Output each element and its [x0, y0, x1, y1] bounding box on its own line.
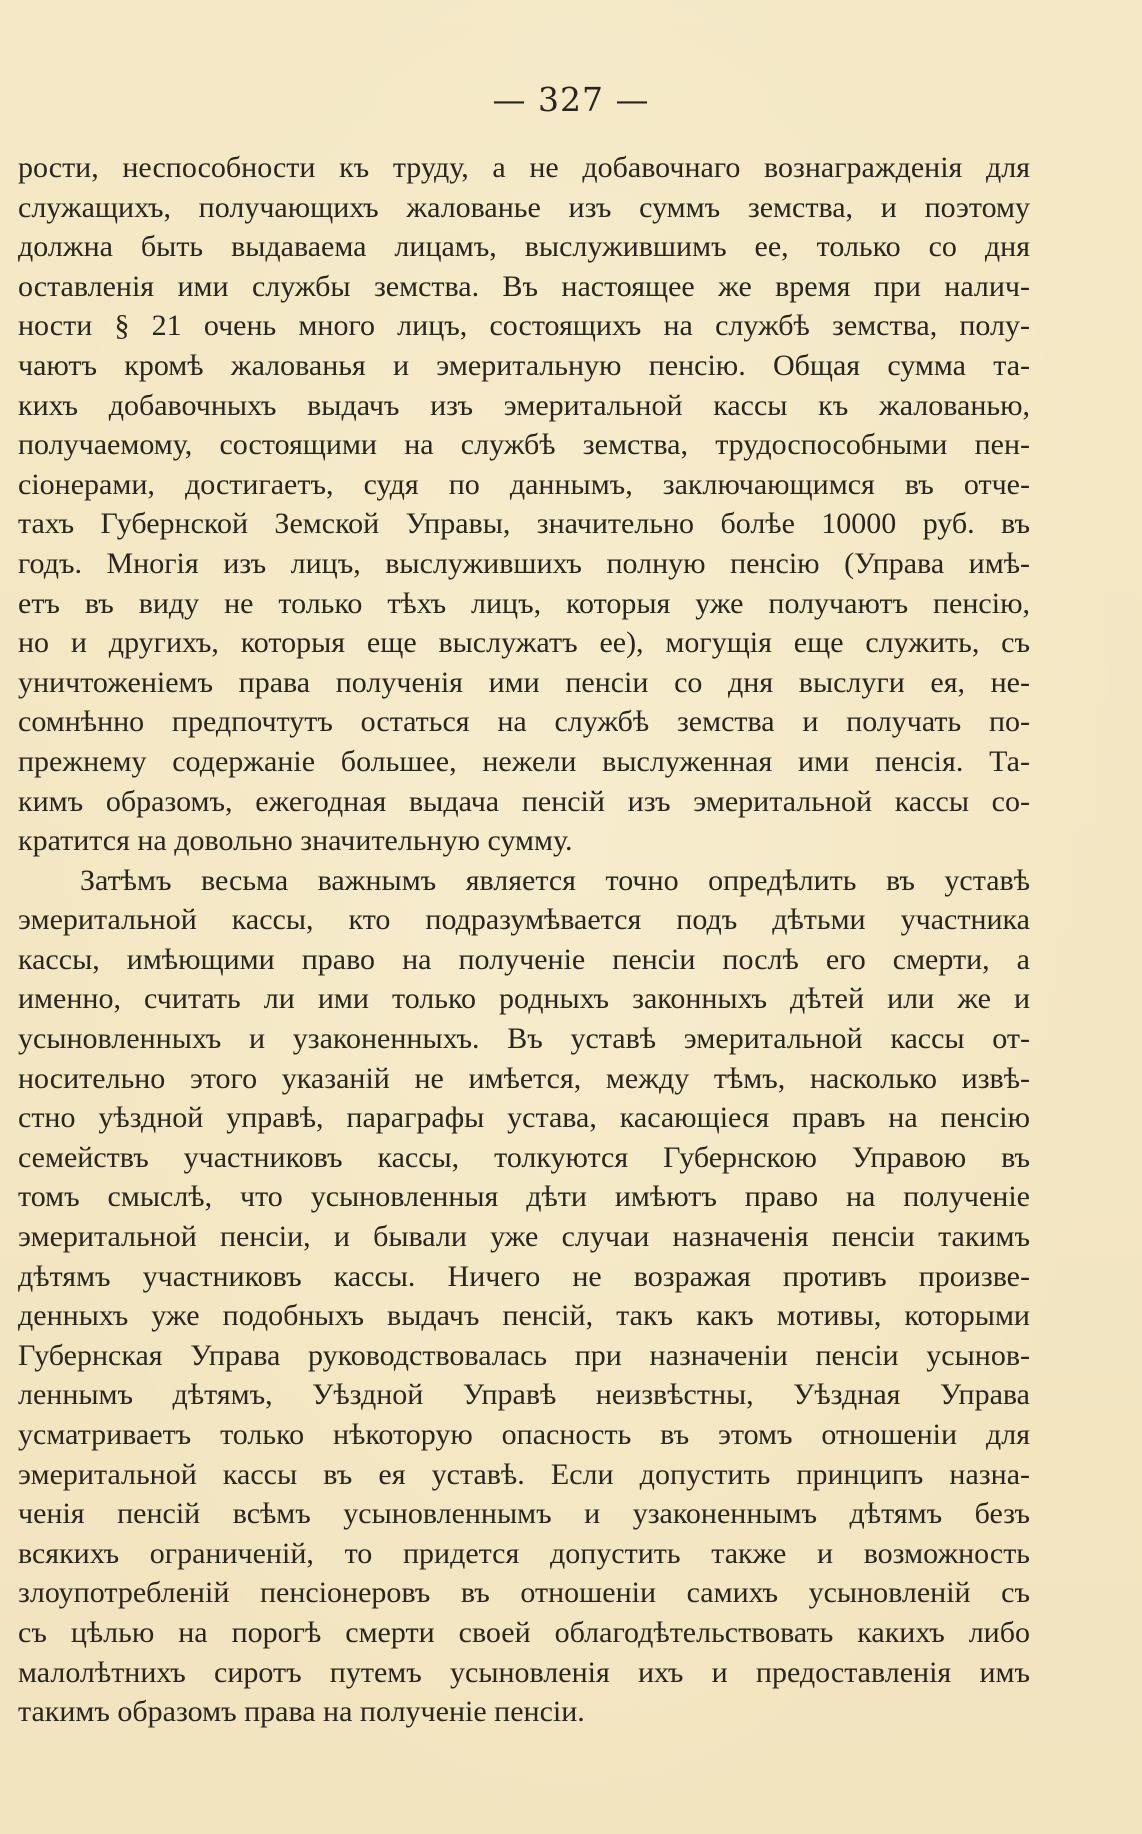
body-text — [18, 148, 1030, 1732]
text-line: злоупотребленій пенсіонеровъ въ отношеніи самихъ усыновленій съ — [18, 1576, 1030, 1610]
text-line: рости, неспособности къ труду, а не добавочнаго вознагражденія для — [18, 151, 1030, 184]
text-line: тахъ Губернской Земской Управы, значительно болѣе 10000 руб. въ — [18, 507, 1030, 541]
text-line: уничтоженіемъ права полученія ими пенсіи со дня выслуги ея, не- — [18, 665, 1030, 699]
text-line: всякихъ ограниченій, то придется допустить также и возможность — [18, 1536, 1030, 1570]
text-line: именно, считать ли ими только родныхъ законныхъ дѣтей или же и — [18, 982, 1030, 1016]
text-line: эмеритальной пенсіи, и бывали уже случаи назначенія пенсіи такимъ — [18, 1220, 1030, 1254]
text-line: прежнему содержаніе большее, нежели выслуженная ими пенсія. Та- — [18, 744, 1030, 778]
text-line: усматриваетъ только нѣкоторую опасность въ этомъ отношеніи для — [18, 1418, 1030, 1451]
text-line: Затѣмъ весьма важнымъ является точно опредѣлить въ уставѣ — [80, 863, 1030, 897]
text-line: сомнѣнно предпочтутъ остаться на службѣ земства и получать по- — [18, 705, 1030, 739]
text-line: кихъ добавочныхъ выдачъ изъ эмеритальной кассы къ жалованью, — [18, 388, 1030, 422]
text-line: эмеритальной кассы, кто подразумѣвается подъ дѣтьми участника — [18, 903, 1030, 937]
paragraph-1 — [18, 148, 1030, 861]
text-line: кратится на довольно значительную сумму. — [18, 824, 573, 858]
text-line: оставленія ими службы земства. Въ настоящее же время при налич- — [18, 269, 1030, 303]
text-line: получаемому, состоящими на службѣ земства, трудоспособными пен- — [18, 428, 1030, 462]
text-line: леннымъ дѣтямъ, Уѣздной Управѣ неизвѣстны, Уѣздная Управа — [18, 1378, 1030, 1412]
text-line: должна быть выдаваема лицамъ, выслужившимъ ее, только со дня — [18, 230, 1030, 264]
text-line: ности § 21 очень много лицъ, состоящихъ на службѣ земства, полу- — [18, 309, 1030, 343]
text-line: денныхъ уже подобныхъ выдачъ пенсій, такъ какъ мотивы, которыми — [18, 1299, 1030, 1333]
text-line: семействъ участниковъ кассы, толкуются Губернскою Управою въ — [18, 1140, 1030, 1174]
page-number: — 327 — — [492, 80, 650, 119]
text-line: чаютъ кромѣ жалованья и эмеритальную пенсію. Общая сумма та- — [18, 348, 1030, 382]
text-line: ченія пенсій всѣмъ усыновленнымъ и узаконеннымъ дѣтямъ безъ — [18, 1497, 1030, 1531]
text-line: сіонерами, достигаетъ, судя по даннымъ, заключающимся въ отче- — [18, 467, 1030, 501]
text-line: годъ. Многія изъ лицъ, выслужившихъ полную пенсію (Управа имѣ- — [18, 546, 1030, 580]
text-line: такимъ образомъ права на полученіе пенсіи. — [18, 1695, 585, 1729]
text-line: но и другихъ, которыя еще выслужатъ ее), могущія еще служить, съ — [18, 626, 1030, 660]
paragraph-2 — [18, 861, 1030, 1732]
text-line: эмеритальной кассы въ ея уставѣ. Если допустить принципъ назна- — [18, 1457, 1030, 1491]
text-line: Губернская Управа руководствовалась при назначеніи пенсіи усынов- — [18, 1338, 1030, 1372]
text-line: съ цѣлью на порогѣ смерти своей облагодѣтельствовать какихъ либо — [18, 1615, 1030, 1649]
text-line: кимъ образомъ, ежегодная выдача пенсій изъ эмеритальной кассы со- — [18, 784, 1030, 818]
text-line: дѣтямъ участниковъ кассы. Ничего не возражая противъ произве- — [18, 1259, 1030, 1293]
text-line: томъ смыслѣ, что усыновленныя дѣти имѣютъ право на полученіе — [18, 1180, 1030, 1214]
text-line: носительно этого указаній не имѣется, между тѣмъ, насколько извѣ- — [18, 1061, 1030, 1095]
text-line: малолѣтнихъ сиротъ путемъ усыновленія ихъ и предоставленія имъ — [18, 1655, 1030, 1689]
text-line: усыновленныхъ и узаконенныхъ. Въ уставѣ эмеритальной кассы от- — [18, 1022, 1030, 1056]
text-line: етъ въ виду не только тѣхъ лицъ, которыя уже получаютъ пенсію, — [18, 586, 1030, 620]
text-line: стно уѣздной управѣ, параграфы устава, касающіеся правъ на пенсію — [18, 1101, 1030, 1135]
text-line: кассы, имѣющими право на полученіе пенсіи послѣ его смерти, а — [18, 942, 1030, 976]
text-line: служащихъ, получающихъ жалованье изъ суммъ земства, и поэтому — [18, 190, 1030, 224]
